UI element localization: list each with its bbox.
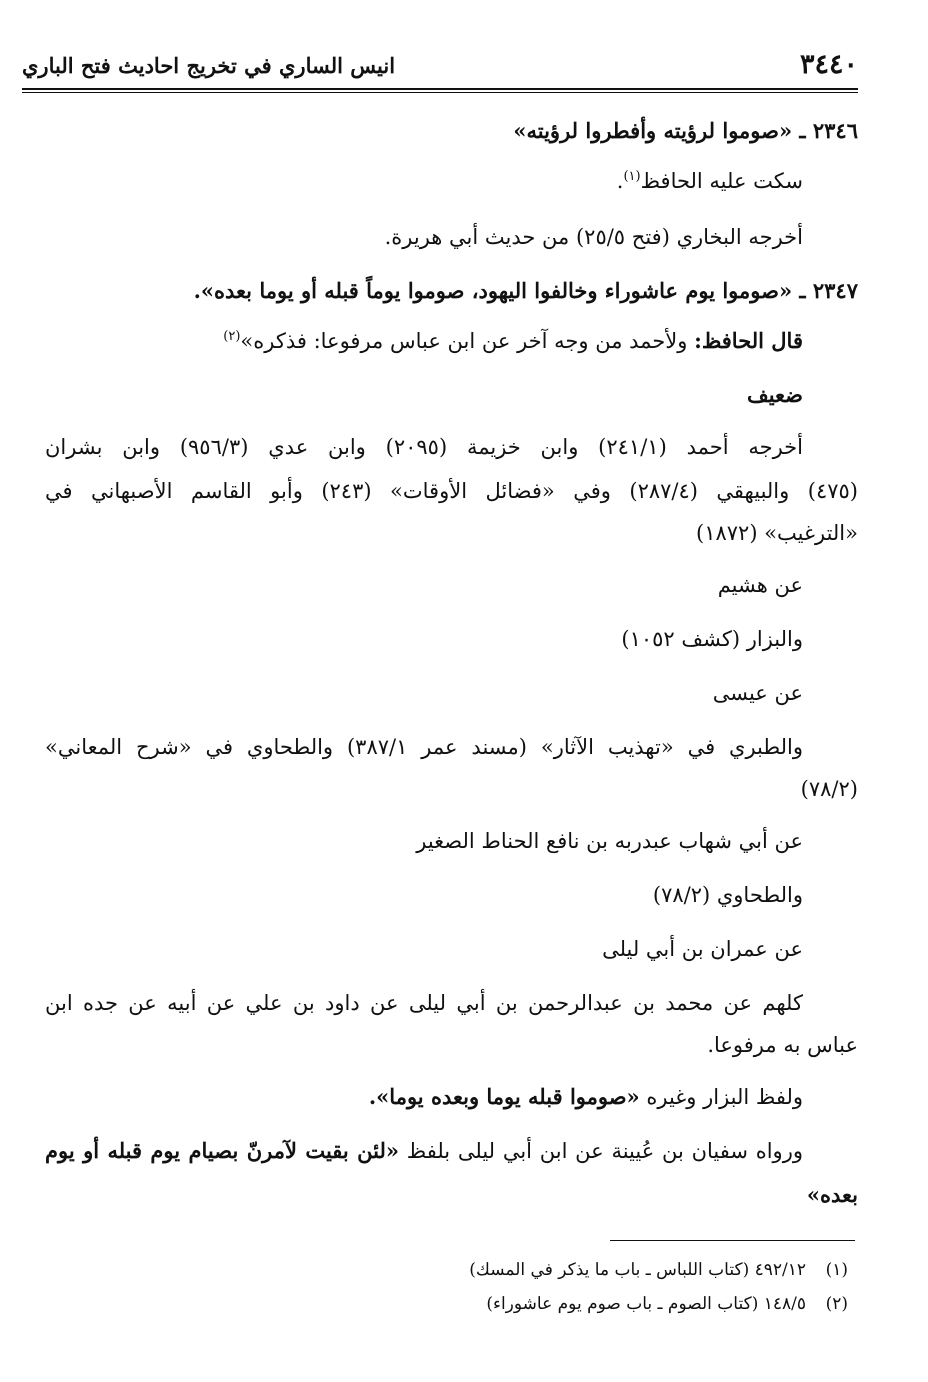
comment-text: سكت عليه الحافظ: [640, 169, 803, 193]
book-title: انيس الساري في تخريج احاديث فتح الباري: [22, 53, 396, 78]
grade-label: ضعيف: [746, 382, 803, 407]
tabari-line-1: والطبري في «تهذيب الآثار» (مسند عمر ٣٨٧/١) والطحاوي في «شرح المعاني»: [45, 735, 803, 759]
footnote-2-text: ١٤٨/٥ (كتاب الصوم ـ باب صوم يوم عاشوراء): [486, 1294, 806, 1314]
lafz-bazzar: [369, 1082, 803, 1112]
hadith-2346-takhrij: أخرجه البخاري (فتح ٢٥/٥) من حديث أبي هريرة.: [384, 225, 803, 249]
hadith-2346-heading: ٢٣٤٦ ـ «صوموا لرؤيته وأفطروا لرؤيته»: [513, 118, 858, 143]
running-header: [22, 50, 858, 86]
chain-abi-shihab: عن أبي شهاب عبدربه بن نافع الحناط الصغير: [416, 829, 803, 853]
riwaya-line-2: بعده»: [806, 1182, 858, 1207]
footnote-ref-2: (٢): [223, 329, 241, 344]
header-rule: [22, 88, 858, 93]
takhrij-line-1: أخرجه أحمد (٢٤١/١) وابن خزيمة (٢٠٩٥) وابن عدي (٩٥٦/٣) وابن بشران: [45, 435, 803, 459]
lafz-prefix: ولفظ البزار وغيره: [639, 1085, 803, 1109]
footnote-2-number: (٢): [825, 1294, 848, 1314]
footnote-ref-1: (١): [623, 169, 641, 184]
footnote-2: [486, 1292, 848, 1316]
hafiz-statement: [223, 326, 803, 356]
takhrij-line-2: (٤٧٥) والبيهقي (٢٨٧/٤) وفي «فضائل الأوقات» (٢٤٣) وأبو القاسم الأصبهاني في: [45, 479, 858, 503]
kulluhum-line-1: كلهم عن محمد بن عبدالرحمن بن أبي ليلى عن داود بن علي عن أبيه عن جده ابن: [45, 991, 803, 1015]
riwaya-quote: «لئن بقيت لآمرنّ بصيام يوم قبله أو يوم: [45, 1138, 399, 1163]
chain-an-isa: عن عيسى: [712, 681, 803, 705]
tahawi-ref: والطحاوي (٧٨/٢): [652, 883, 803, 907]
chain-an-imran: عن عمران بن أبي ليلى: [602, 937, 803, 961]
tabari-line-2: (٧٨/٢): [800, 777, 858, 801]
riwaya-line-1: [45, 1136, 803, 1166]
lafz-quote: «صوموا قبله يوما وبعده يوما».: [368, 1084, 640, 1109]
hafiz-label: قال الحافظ:: [694, 328, 803, 353]
takhrij-line-3: «الترغيب» (١٨٧٢): [696, 521, 858, 545]
footnote-rule: [610, 1240, 855, 1241]
hadith-2346-comment: [617, 166, 803, 196]
footnote-1-text: ٤٩٢/١٢ (كتاب اللباس ـ باب ما يذكر في المسك): [469, 1260, 806, 1280]
kulluhum-line-2: عباس به مرفوعا.: [707, 1033, 858, 1057]
comment-end: .: [616, 169, 624, 193]
footnote-1-number: (١): [825, 1260, 848, 1280]
chain-an-hushaym: عن هشيم: [717, 573, 803, 597]
footnote-1: [469, 1258, 848, 1282]
hafiz-text: ولأحمد من وجه آخر عن ابن عباس مرفوعا: فذكره»: [240, 329, 695, 353]
page-number: ٣٤٤٠: [799, 49, 858, 80]
riwaya-prefix: ورواه سفيان بن عُيينة عن ابن أبي ليلى بلفظ: [399, 1139, 803, 1163]
hadith-2347-heading: ٢٣٤٧ ـ «صوموا يوم عاشوراء وخالفوا اليهود، صوموا يوماً قبله أو يوما بعده».: [193, 278, 858, 303]
bazzar-ref: والبزار (كشف ١٠٥٢): [621, 627, 803, 651]
